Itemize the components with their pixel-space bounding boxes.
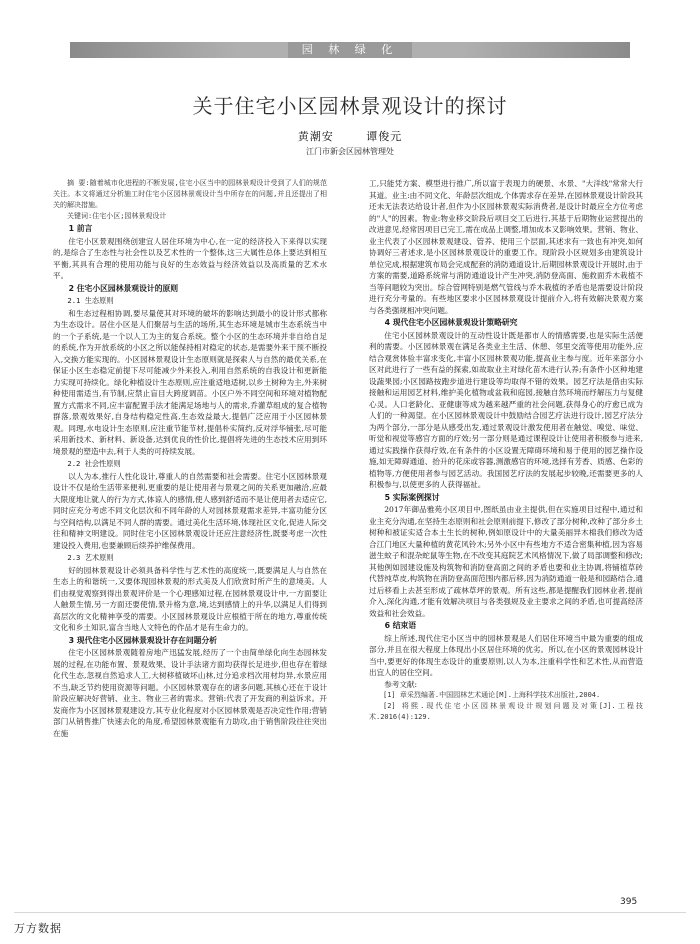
section-heading: 1 前言 [68,224,93,233]
reference-item: [2] 将熙.现代住宅小区园林景观设计规划问题及对策[J].工程技术.2016(4):129. [369,702,643,721]
section-banner [70,42,630,58]
author-affiliation: 江门市新会区园林管理处 [306,147,394,156]
author-name: 谭俊元 [366,130,403,143]
section-label: 园 林 绿 化 [288,42,413,58]
paragraph: 以人为本,推行人性化设计,尊重人的自然需要和社会需要。住宅小区园林景观设计不仅是给生活带来便利,更重要的是让使用者与景观之间的关系更加融洽,应最大限度地让就人的行为方式,体谅人的感情,使人感到舒适而不是让使用者去适应它,同时应充分考虑不同文化层次和不同年龄的人对园林景观需求差异,丰富功能分区与空间结构,以满足不同人群的需要。通过美化生活环境,体现社区文化,促进人际交往和精神文明建设。同时住宅小区园林景观设计还应注意经济性,既要考虑一次性建设投入费用,也要兼顾后续养护维保费用。 [53,471,327,550]
subsection-heading: 2.2 社会性原则 [67,459,121,468]
subsection-heading: 2.1 生态原则 [67,296,114,305]
footer-divider [14,912,686,913]
abstract: 摘 要:随着城市化进程的不断发展,住宅小区当中的园林景观设计受到了人们的规范关注。本文将通过分析施工时住宅小区园林景观设计当中所存在的问题,并且还提出了相关的解决措施。 [53,179,327,209]
references-title: 参考文献: [384,679,418,689]
paragraph: 综上所述,现代住宅小区当中的园林景观是人们居住环境当中最为重要的组成部分,并且在很大程度上体现出小区居住环境的优劣。所以,在小区的景观园林设计当中,要更好的体现生态设计的重要原则,以人为本,注重科学性和艺术性,从而营造出宜人的居住空间。 [369,633,643,677]
section-heading: 3 现代住宅小区园林景观设计存在问题分析 [68,635,218,645]
article-title: 关于住宅小区园林景观设计的探讨 [192,94,508,118]
publisher-brand: 万方数据 [14,922,62,935]
keywords: 关键词:住宅小区;园林景观设计 [67,212,167,220]
paragraph: 住宅小区景观围绕创建宜人居住环境为中心,在一定的经济投入下来得以实现的,是综合了生态性与社会性以及艺术性的一个整体,这三大属性总体上要达到相互平衡,其具有合理的使用功能与良好的生态效益与经济效益以及高质量的艺术水平。 [53,236,327,280]
right-column [369,178,643,878]
paragraph: 好的园林景观设计必须具备科学性与艺术性的高度统一,既要满足人与自然在生态上的和谐统一,又要体现园林景观的形式美及人们欣赏时所产生的意境美。人们由视觉观察到得出景观评价是一个心理感知过程,在园林景观设计中,一方面要让人触景生情,另一方面还要使情,景升格为意,境,达到感情上的升华,以满足人们得到高层次的文化精神享受的需要。小区园林景观设计应根植于所在的地方,尊重传统文化和乡土知识,富含当地人文特色的作品才是有生命力的。 [53,565,327,632]
author-list [0,128,700,144]
section-heading: 2 住宅小区园林景观设计的原则 [68,283,179,293]
subsection-heading: 2.3 艺术原则 [67,553,114,562]
author-name: 黄潮安 [297,130,334,143]
reference-item: [1] 章采烈编著.中国园林艺术通论[M].上海科学技术出版社,2004. [383,691,601,699]
left-column [53,178,327,878]
paragraph: 住宅小区园林景观设计的互动性设计既是都市人的情感需要,也是实际生活便利的需要。小区园林景观在满足各类业主生活、休憩、邻里交流等使用功能外,应结合观赏体验丰富求变化,丰富小区园林景观功能,提高业主参与度。近年来部分小区对此进行了一些有益的探索,如故取业主对绿化苗木进行认养;有条件小区种地建设蔬果园;小区园路按跑步道进行建设等均取得不错的效果。园艺疗法是借由实际接触和运用园艺材料,维护美化植物或盆栽和庭园,接触自然环境而纾解压力与复健心灵。人口老龄化、亚健康等成为越来越严重的社会问题,获得身心的疗愈已成为人们的一种渴望。在小区园林景观设计中鼓励结合园艺疗法进行设计,园艺疗法分为两个部分,一部分是从感受出发,通过景观设计激发使用者在触觉、嗅觉、味觉、听觉和视觉等感官方面的疗效;另一部分则是通过课程设计让使用者积极参与进来,通过实践操作获得疗效,在有条件的小区设置无障碍环境和易于使用的园艺操作设施,如无障碍通道、抬升的花床或容器,测激感官的环境,选择有芳香、质感、色彩的植物等,方便使用者参与园艺活动。我国园艺疗法的发展起步较晚,还需要更多的人积极参与,以使更多的人获得福祉。 [369,330,643,489]
section-heading: 4 现代住宅小区园林景观设计策略研究 [384,318,518,327]
paragraph: 2017年御品雅苑小区项目中,图纸虽由业主提供,但在实施项目过程中,通过和业主充分沟通,在坚持生态原则和社会原则前提下,修改了部分树种,改种了部分乡土树种和被证实适合本土生长的树种,例如原设计中的大量美丽异木棉我们修改为适合江门地区大量种植的黄花风铃木;另外小区中有些地方不适合密集种植,因为容易滋生蚊子和混杂蛇鼠等生物,在不改变其庭院艺术风格情况下,做了局部调整和修改;其他例如园建设施及构筑物和消防登高面之间的矛盾也要和业主协调,将铺植草砖代替纯草皮,构筑物在消防登高面范围内都后移,因为消防通道一般是和园路结合,通过后移看上去甚至形成了疏林草坪的景观。所有这些,都是提醒我们园林业者,提前介入,深化沟通,才能有效解决项目与各类强规及业主要求之间的矛盾,也可提高经济效益和社会效益。 [369,505,643,618]
paragraph: 和生态过程相协调,要尽量使其对环境的破坏的影响达到最小的设计形式都称为生态设计。居住小区是人们聚居与生活的场所,其生态环境是城市生态系统当中的一个子系统,是一个以人工为主的复合系统。整个小区的生态环境并非自给自足的系统,作为开放系统的小区之所以能保持相对稳定的状态,是需要外来干预不断投入,交换方能实现的。小区园林景观设计生态原则就是探索人与自然的最优关系,在保证小区生态稳定前提下尽可能减少外来投入,利用自然系统的自我设计和更新能力实现可持续化。绿化种植设计生态原则,应注重适地适树,以乡土树种为主,外来树种使用需适当,有节制,应禁止盲目大跨度调苗。小区户外不同空间和环境对植物配置方式需求不同,应丰富配置手法才能满足场地与人的需求,乔灌草组成的复合植物群落,景观效果好,自身结构稳定性高,生态效益最大,提倡广泛应用于小区园林景观。同理,水电设计生态原则,应注重节能节材,提倡朴实简约,反对浮华铺张,尽可能采用新技术、新材料、新设备,达到优良的性价比,提倡将先进的生态技术应用到环境景观的塑造中去,利于人类的可持续发展。 [53,308,327,456]
section-heading: 5 实际案例探讨 [384,492,440,502]
paragraph: 住宅小区园林景观随着房地产迅猛发展,经历了一个由简单绿化向生态园林发展的过程,在功能布置、景观效果、设计手法诸方面均获得长足进步,但也存在着绿化代生态,忽视自然追求人工,大树移植破坏山林,过分追求档次用材均异,水景应用不当,缺乏节约使用资源等问题。小区园林景观存在的诸多问题,其核心还在于设计阶段应解决好营销、业主、物业三者的需求。营销:代表了开发商的利益诉求。开发商作为小区园林景观建设方,其专业化程度对小区园林景观是否决定性作用;营销部门从销售推广快速去化的角度,希望园林景观能有力助攻,由于销售阶段往往突出在施 [53,648,327,738]
paragraph: 工,只能凭方案、模型进行推广,所以富于表现力的硬景、水景、"大洋线"常常大行其道。业主:由不同文化、年龄层次组成,个体需求存在差异,在园林景观设计阶段其还未无法表达给设计者,但作为小区园林景观实际消费者,是设计时最应全方位考虑的"人"的因素。物业:物业移交阶段后项目交工后进行,其基于后期物业运营提出的改进意见,经常因项目已完工,需在成品上调整,增加成本又影响效果。营销、物业、业主代表了小区园林景观建设、管养、使用三个层面,其述求有一致也有冲突,如何协调好三者述求,是小区园林景观设计的重要工作。现阶段小区规划多由建筑设计单位完成,根据建筑布局会完成配套的消防通道设计,后期园林景观设计开展时,由于方案的需要,道路系统常与消防通道设计产生冲突,消防登高面、施救面乔木栽植不当等问题较为突出。综合管网特别是燃气管线与乔木栽植的矛盾也是需要设计阶段进行充分考量的。有些地区要求小区园林景观设计提前介入,将有效解决景观方案与各类强规相冲突问题。 [369,179,643,315]
page-number: 395 [620,897,638,907]
section-heading: 6 结束语 [384,621,417,630]
